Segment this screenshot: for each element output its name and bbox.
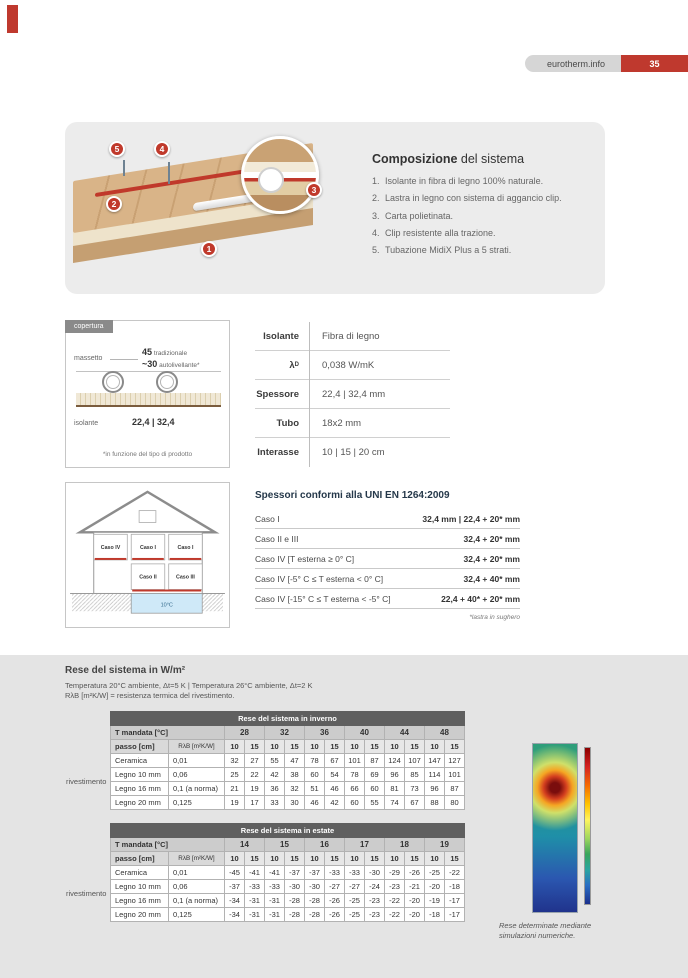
- value-cell: -25: [345, 894, 365, 908]
- passo-value: 15: [285, 740, 305, 754]
- value-cell: 47: [285, 754, 305, 768]
- room-label: Caso IV: [100, 545, 121, 552]
- value-cell: 42: [265, 768, 285, 782]
- spec-row: [255, 438, 450, 467]
- value-cell: 36: [265, 782, 285, 796]
- value-cell: 88: [425, 796, 445, 810]
- passo-value: 10: [385, 852, 405, 866]
- value-cell: -28: [305, 908, 325, 922]
- spessori-section: [255, 490, 520, 621]
- passo-value: 15: [445, 852, 465, 866]
- passo-value: 10: [345, 852, 365, 866]
- spec-value: 22,4 | 32,4 mm: [322, 388, 386, 400]
- value-cell: 85: [405, 768, 425, 782]
- composition-section: [65, 122, 605, 294]
- value-cell: -30: [365, 866, 385, 880]
- t-mandata-label: T mandata [°C]: [111, 838, 225, 852]
- temp-value: 36: [305, 726, 345, 740]
- value-cell: -33: [245, 880, 265, 894]
- row-r-value: 0,06: [169, 880, 225, 894]
- ground-hatch: [202, 593, 223, 611]
- value-cell: 17: [245, 796, 265, 810]
- value-cell: 60: [345, 796, 365, 810]
- row-r-value: 0,1 (a norma): [169, 782, 225, 796]
- composition-text: [372, 152, 594, 262]
- massetto-label: massetto: [74, 355, 103, 362]
- site-label: eurotherm.info: [546, 58, 605, 69]
- marker-4: 4: [154, 141, 170, 157]
- value-cell: 87: [365, 754, 385, 768]
- value-cell: 32: [225, 754, 245, 768]
- ground-hatch: [72, 593, 131, 611]
- value-cell: -41: [265, 866, 285, 880]
- rivestimento-label: rivestimento: [66, 889, 107, 898]
- pipe-section-icon: [102, 371, 124, 393]
- value-cell: -23: [365, 908, 385, 922]
- passo-value: 10: [385, 740, 405, 754]
- spessori-row: Caso IV [-5° C ≤ T esterna < 0° C] 32,4 + 40* mm: [255, 569, 520, 589]
- row-r-value: 0,125: [169, 796, 225, 810]
- spec-row: [255, 409, 450, 438]
- value-cell: 19: [225, 796, 245, 810]
- spessori-row: Caso I 32,4 mm | 22,4 + 20* mm: [255, 509, 520, 529]
- value-cell: 51: [305, 782, 325, 796]
- r-label: RλB [m²K/W]: [169, 852, 225, 866]
- attic-window: [139, 511, 156, 523]
- list-item: 2. Lastra in legno con sistema di aggancio clip.: [372, 193, 562, 204]
- value-cell: 96: [385, 768, 405, 782]
- value-cell: 25: [225, 768, 245, 782]
- value-cell: 69: [365, 768, 385, 782]
- value-cell: 147: [425, 754, 445, 768]
- passo-value: 15: [245, 852, 265, 866]
- row-name: Legno 16 mm: [111, 782, 169, 796]
- spec-label: Spessore: [255, 380, 310, 409]
- value-cell: 30: [285, 796, 305, 810]
- value-cell: 87: [445, 782, 465, 796]
- value-cell: 114: [425, 768, 445, 782]
- value-cell: -28: [305, 894, 325, 908]
- value-cell: -31: [245, 908, 265, 922]
- value-cell: -22: [385, 894, 405, 908]
- value-cell: -37: [285, 866, 305, 880]
- heating-layer: [132, 558, 164, 560]
- screed-line: [76, 371, 221, 372]
- value-cell: -27: [325, 880, 345, 894]
- value-cell: -37: [225, 880, 245, 894]
- value-cell: -22: [385, 908, 405, 922]
- value-cell: 60: [305, 768, 325, 782]
- value-cell: -31: [245, 894, 265, 908]
- value-cell: 42: [325, 796, 345, 810]
- value-cell: -19: [425, 894, 445, 908]
- row-r-value: 0,01: [169, 754, 225, 768]
- temp-value: 32: [265, 726, 305, 740]
- value-cell: -41: [245, 866, 265, 880]
- spessori-title: Spessori conformi alla UNI EN 1264:2009: [255, 490, 450, 501]
- row-name: Legno 16 mm: [111, 894, 169, 908]
- spessori-row: Caso II e III 32,4 + 20* mm: [255, 529, 520, 549]
- temp-value: 17: [345, 838, 385, 852]
- passo-value: 10: [265, 740, 285, 754]
- temp-value: 14: [225, 838, 265, 852]
- value-cell: -18: [445, 880, 465, 894]
- pipe-section-icon: [156, 371, 178, 393]
- color-scale: [584, 747, 591, 905]
- thermal-simulation-image: [532, 743, 578, 913]
- passo-value: 10: [225, 852, 245, 866]
- passo-value: 15: [365, 740, 385, 754]
- simulation-caption: Rese determinate mediante simulazioni numeriche.: [499, 921, 592, 940]
- value-cell: -27: [345, 880, 365, 894]
- value-cell: -23: [385, 880, 405, 894]
- marker-3: 3: [306, 182, 322, 198]
- passo-value: 15: [325, 852, 345, 866]
- value-cell: -23: [365, 894, 385, 908]
- value-cell: 101: [345, 754, 365, 768]
- value-cell: 54: [325, 768, 345, 782]
- zoom-inset: [241, 136, 319, 214]
- spec-label: Tubo: [255, 409, 310, 438]
- value-cell: -18: [425, 908, 445, 922]
- value-cell: -34: [225, 908, 245, 922]
- value-cell: -45: [225, 866, 245, 880]
- page-number: 35: [621, 55, 688, 72]
- row-name: Legno 10 mm: [111, 880, 169, 894]
- insulation-strip: [76, 393, 221, 407]
- value-cell: -30: [285, 880, 305, 894]
- value-cell: 67: [325, 754, 345, 768]
- clip-pin: [123, 160, 125, 176]
- spec-value: 0,038 W/mK: [322, 359, 375, 371]
- passo-value: 15: [365, 852, 385, 866]
- value-cell: -28: [285, 908, 305, 922]
- value-cell: -24: [365, 880, 385, 894]
- value-cell: -30: [305, 880, 325, 894]
- heating-layer: [170, 558, 202, 560]
- temp-value: 28: [225, 726, 265, 740]
- value-cell: -20: [405, 908, 425, 922]
- value-cell: 55: [365, 796, 385, 810]
- value-cell: 74: [385, 796, 405, 810]
- isolante-label: isolante: [74, 420, 99, 427]
- value-cell: 60: [365, 782, 385, 796]
- heating-layer: [95, 558, 127, 560]
- passo-value: 15: [405, 740, 425, 754]
- value-cell: 55: [265, 754, 285, 768]
- value-cell: 124: [385, 754, 405, 768]
- value-cell: -33: [325, 866, 345, 880]
- rese-table: [110, 711, 465, 810]
- value-cell: -22: [445, 866, 465, 880]
- floor-illustration: [65, 122, 405, 294]
- page-header: [525, 55, 688, 72]
- value-cell: 33: [265, 796, 285, 810]
- value-cell: -26: [405, 866, 425, 880]
- list-item: 1. Isolante in fibra di legno 100% naturale.: [372, 176, 544, 186]
- spec-row: [255, 351, 450, 380]
- row-r-value: 0,125: [169, 908, 225, 922]
- site-link[interactable]: [525, 55, 621, 72]
- clip-pin: [168, 162, 170, 184]
- passo-value: 15: [285, 852, 305, 866]
- value-cell: 80: [445, 796, 465, 810]
- marker-5: 5: [109, 141, 125, 157]
- room-label: Caso II: [139, 574, 157, 581]
- specs-table: [255, 322, 450, 467]
- value-cell: 22: [245, 768, 265, 782]
- passo-value: 10: [425, 740, 445, 754]
- copertura-tab: copertura: [65, 320, 113, 333]
- passo-value: 15: [445, 740, 465, 754]
- spec-value: 10 | 15 | 20 cm: [322, 447, 385, 458]
- basement-temp-label: 10°C: [160, 602, 173, 609]
- value-cell: 46: [325, 782, 345, 796]
- marker-1: 1: [201, 241, 217, 257]
- value-cell: -37: [305, 866, 325, 880]
- house-svg: [66, 483, 229, 627]
- value-cell: -34: [225, 894, 245, 908]
- passo-value: 10: [305, 740, 325, 754]
- value-cell: 66: [345, 782, 365, 796]
- room-label: Caso I: [140, 545, 156, 552]
- value-cell: 96: [425, 782, 445, 796]
- row-r-value: 0,1 (a norma): [169, 894, 225, 908]
- marker-2: 2: [106, 196, 122, 212]
- table-title: Rese del sistema in inverno: [111, 712, 465, 726]
- table-title: Rese del sistema in estate: [111, 824, 465, 838]
- value-cell: 78: [345, 768, 365, 782]
- row-name: Ceramica: [111, 754, 169, 768]
- row-name: Ceramica: [111, 866, 169, 880]
- list-item: 3. Carta polietinata.: [372, 210, 454, 221]
- value-cell: -29: [385, 866, 405, 880]
- t-mandata-label: T mandata [°C]: [111, 726, 225, 740]
- value-cell: -31: [265, 908, 285, 922]
- room-label: Caso I: [177, 545, 194, 552]
- value-cell: 81: [385, 782, 405, 796]
- value-cell: -20: [425, 880, 445, 894]
- copertura-footnote: *in funzione del tipo di prodotto: [102, 451, 193, 458]
- rese-title: Rese del sistema in W/m²: [65, 665, 186, 676]
- spec-row: [255, 380, 450, 409]
- value-cell: -25: [425, 866, 445, 880]
- isolante-value: 22,4 | 32,4: [132, 417, 175, 427]
- value-cell: -21: [405, 880, 425, 894]
- value-cell: -17: [445, 894, 465, 908]
- isolante-row: [74, 417, 224, 427]
- value-cell: 27: [245, 754, 265, 768]
- house-diagram: [65, 482, 230, 628]
- value-cell: -26: [325, 908, 345, 922]
- temp-value: 15: [265, 838, 305, 852]
- value-cell: -20: [405, 894, 425, 908]
- passo-value: 10: [425, 852, 445, 866]
- temp-value: 40: [345, 726, 385, 740]
- passo-value: 10: [265, 852, 285, 866]
- spec-value: 18x2 mm: [322, 417, 362, 429]
- value-cell: 73: [405, 782, 425, 796]
- spec-row: [255, 322, 450, 351]
- value-cell: 107: [405, 754, 425, 768]
- passo-value: 10: [225, 740, 245, 754]
- value-cell: 67: [405, 796, 425, 810]
- composition-title: Composizione del sistema: [372, 152, 525, 166]
- heating-layer: [132, 590, 201, 592]
- temp-value: 19: [425, 838, 465, 852]
- temp-value: 16: [305, 838, 345, 852]
- passo-value: 15: [325, 740, 345, 754]
- value-cell: -33: [345, 866, 365, 880]
- value-cell: 101: [445, 768, 465, 782]
- passo-value: 10: [305, 852, 325, 866]
- passo-value: 10: [345, 740, 365, 754]
- value-cell: 127: [445, 754, 465, 768]
- rivestimento-label: rivestimento: [66, 777, 107, 786]
- temp-value: 48: [425, 726, 465, 740]
- spec-label: Interasse: [255, 438, 310, 467]
- list-item: 4. Clip resistente alla trazione.: [372, 227, 496, 238]
- massetto-values: 45 tradizionale ~30 autolivellante*: [142, 347, 200, 369]
- summer-table-wrap: [110, 823, 465, 922]
- value-cell: 19: [245, 782, 265, 796]
- rese-section: [0, 655, 688, 978]
- spessori-row: Caso IV [T esterna ≥ 0° C] 32,4 + 20* mm: [255, 549, 520, 569]
- rese-subtitle-2: RλB [m²K/W] = resistenza termica del rivestimento.: [65, 691, 235, 700]
- row-name: Legno 20 mm: [111, 908, 169, 922]
- value-cell: -26: [325, 894, 345, 908]
- value-cell: -25: [345, 908, 365, 922]
- winter-table-wrap: [110, 711, 465, 810]
- room-label: Caso III: [176, 574, 195, 581]
- temp-value: 44: [385, 726, 425, 740]
- value-cell: -31: [265, 894, 285, 908]
- row-r-value: 0,01: [169, 866, 225, 880]
- value-cell: 38: [285, 768, 305, 782]
- value-cell: -33: [265, 880, 285, 894]
- value-cell: 46: [305, 796, 325, 810]
- passo-label: passo [cm]: [111, 740, 169, 754]
- passo-value: 15: [245, 740, 265, 754]
- spec-label: λ D: [255, 351, 310, 380]
- spec-label: Isolante: [255, 322, 310, 351]
- value-cell: -17: [445, 908, 465, 922]
- passo-value: 15: [405, 852, 425, 866]
- spec-value: Fibra di legno: [322, 330, 380, 342]
- list-item: 5. Tubazione MidiX Plus a 5 strati.: [372, 245, 512, 255]
- spessori-row: Caso IV [-15° C ≤ T esterna < -5° C] 22,4 + 40* + 20* mm: [255, 589, 520, 609]
- rese-table: [110, 823, 465, 922]
- copertura-diagram: [65, 320, 230, 468]
- value-cell: -28: [285, 894, 305, 908]
- rese-subtitle-1: Temperatura 20°C ambiente, Δt=5 K | Temperatura 26°C ambiente, Δt=2 K: [65, 681, 313, 690]
- passo-label: passo [cm]: [111, 852, 169, 866]
- value-cell: 21: [225, 782, 245, 796]
- row-name: Legno 20 mm: [111, 796, 169, 810]
- temp-value: 18: [385, 838, 425, 852]
- r-label: RλB [m²K/W]: [169, 740, 225, 754]
- corner-mark: [7, 5, 18, 33]
- row-name: Legno 10 mm: [111, 768, 169, 782]
- leader-line: [110, 359, 138, 360]
- row-r-value: 0,06: [169, 768, 225, 782]
- value-cell: 32: [285, 782, 305, 796]
- spessori-footnote: *lastra in sughero: [469, 614, 520, 621]
- value-cell: 78: [305, 754, 325, 768]
